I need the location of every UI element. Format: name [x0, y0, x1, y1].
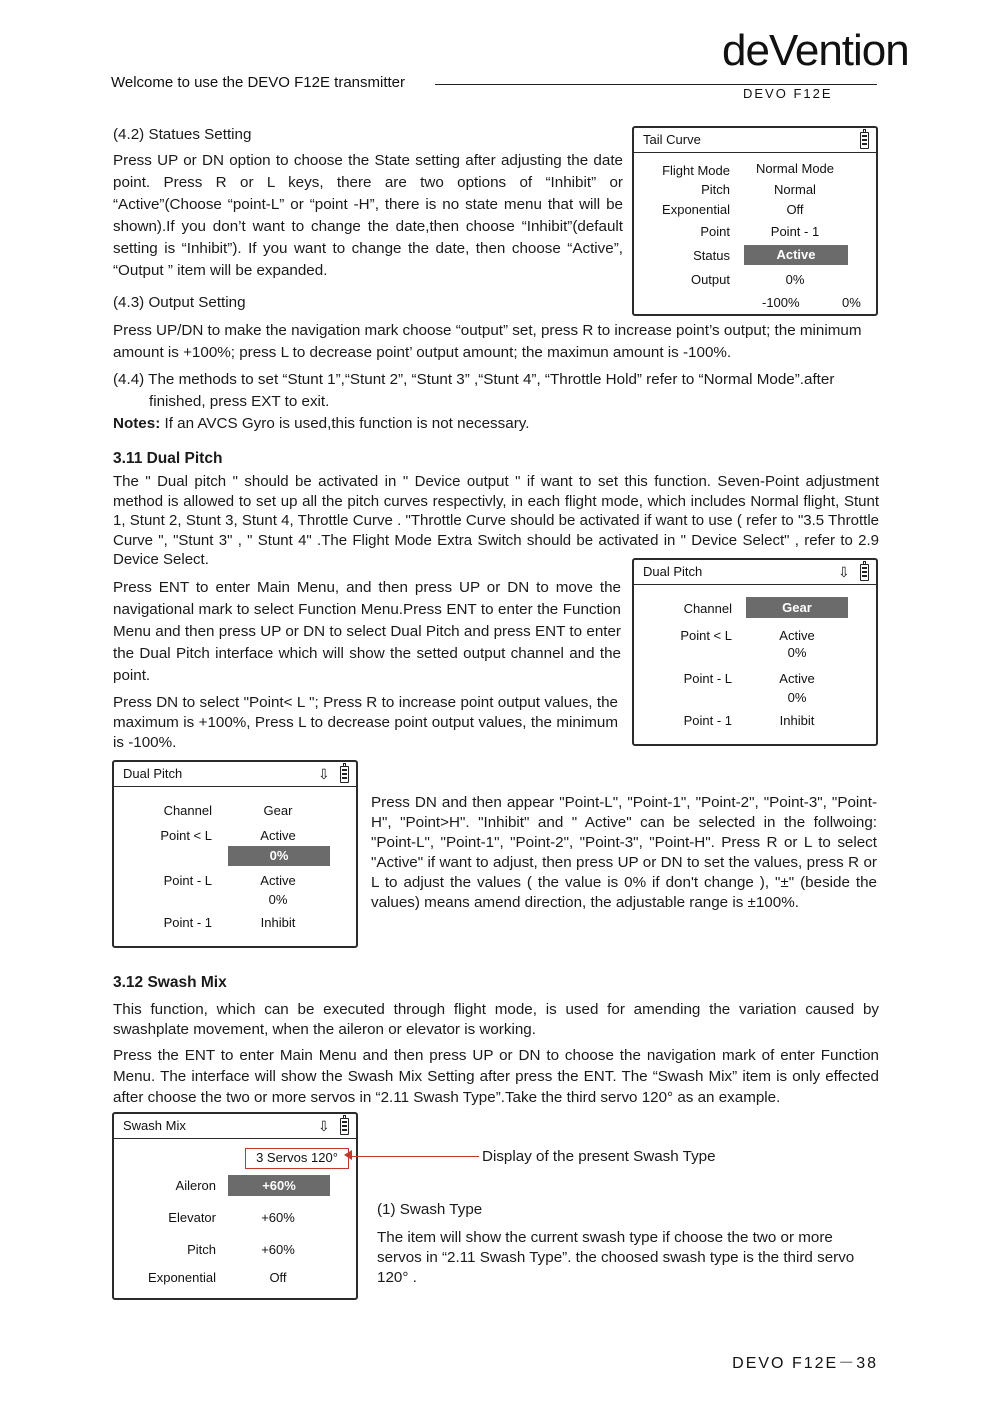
s312-title: 3.12 Swash Mix: [113, 974, 227, 991]
aileron-value-highlight[interactable]: +60%: [228, 1175, 330, 1196]
lcd-swash-mix: [112, 1112, 358, 1300]
s42-title: (4.2) Statues Setting: [113, 126, 252, 143]
brand-logo-sub: DEVO F12E: [743, 86, 833, 101]
point-1-label: Point - 1: [163, 915, 212, 930]
s43-title: (4.3) Output Setting: [113, 294, 246, 311]
exponential-value: Off: [786, 202, 804, 217]
channel-value: Gear: [263, 803, 293, 818]
point-l-value: Active: [779, 671, 815, 686]
notes: [113, 413, 529, 435]
down-arrow-icon: ⇩: [838, 564, 850, 580]
notes-text: If an AVCS Gyro is used,this function is not necessary.: [160, 415, 530, 432]
lcd-dual-pitch-left: [112, 760, 358, 948]
elevator-value: +60%: [261, 1210, 295, 1225]
s311-title: 3.11 Dual Pitch: [113, 450, 223, 467]
lcd-tail-curve: [632, 126, 878, 316]
down-arrow-icon: ⇩: [318, 766, 330, 782]
lcd-title: Dual Pitch: [643, 564, 703, 579]
header-rule: [435, 84, 877, 85]
point-l-label: Point - L: [683, 671, 732, 686]
point-label: Point: [700, 224, 730, 239]
s311-p2: Press ENT to enter Main Menu, and then press UP or DN to move the navigational mark to select Function Menu.Press ENT to enter the Function Menu and then press UP or DN to select Dual Pitch and press ENT to enter the Dual Pitch interface which will show the setted output channel and the point.: [113, 579, 621, 684]
channel-value-highlight[interactable]: Gear: [746, 597, 848, 618]
point-lt-l-value: Active: [260, 828, 296, 843]
lcd-title-bar: [114, 1114, 356, 1139]
channel-label: Channel: [683, 601, 732, 616]
pitch-value: Normal: [774, 182, 816, 197]
point-l-percent: 0%: [787, 690, 807, 705]
point-lt-l-label: Point < L: [680, 628, 732, 643]
brand-logo: deVention: [722, 26, 909, 75]
flight-mode-label: Flight Mode: [662, 163, 730, 178]
exponential-label: Exponential: [148, 1270, 216, 1285]
output-max: 0%: [842, 295, 861, 310]
status-label: Status: [693, 248, 730, 263]
lcd-title-bar: [634, 128, 876, 153]
down-arrow-icon: ⇩: [318, 1118, 330, 1134]
lcd-title: Swash Mix: [123, 1118, 186, 1133]
pitch-value: +60%: [261, 1242, 295, 1257]
point-lt-l-value: Active: [779, 628, 815, 643]
s311-p3: Press DN to select "Point< L "; Press R to increase point output values, the maximum is +100%, Press L to decrease point output values, the minimum is -100%.: [113, 694, 618, 751]
channel-label: Channel: [163, 803, 212, 818]
point-l-percent: 0%: [268, 892, 288, 907]
lcd-dual-pitch-right: [632, 558, 878, 746]
elevator-label: Elevator: [168, 1210, 216, 1225]
swash-type-callout-label: Display of the present Swash Type: [482, 1148, 716, 1165]
battery-icon: [340, 766, 349, 783]
s43-body: Press UP/DN to make the navigation mark choose “output” set, press R to increase point’s output; the minimum amount is +100%; press L to decrease point’ output amount; the maximun amount is -100%.: [113, 322, 862, 361]
point-value: Point - 1: [770, 224, 820, 239]
aileron-label: Aileron: [175, 1178, 216, 1193]
notes-label: Notes:: [113, 415, 161, 432]
swash-type-title: (1) Swash Type: [377, 1201, 483, 1218]
point-1-value: Inhibit: [260, 915, 296, 930]
point-1-label: Point - 1: [683, 713, 732, 728]
output-value: 0%: [785, 272, 805, 287]
output-label: Output: [690, 272, 730, 287]
lcd-title: Dual Pitch: [123, 766, 183, 781]
flight-mode-value: Normal Mode: [755, 161, 835, 176]
point-l-value: Active: [260, 873, 296, 888]
battery-icon: [860, 564, 869, 581]
callout-arrow-icon: [344, 1150, 352, 1160]
lcd-title-bar: [634, 560, 876, 585]
point-lt-l-percent-highlight[interactable]: 0%: [228, 846, 330, 866]
pitch-label: Pitch: [187, 1242, 216, 1257]
header-welcome: Welcome to use the DEVO F12E transmitter: [111, 74, 406, 91]
lcd-title-bar: [114, 762, 356, 787]
page-footer: DEVO F12E－38: [732, 1355, 878, 1372]
point-lt-l-percent: 0%: [787, 645, 807, 660]
s42-body: Press UP or DN option to choose the State setting after adjusting the date point. Press R or L keys, there are two options of “Inhibit” or “Active”(Choose “point-L” or “point -H”, there is no state menu that will be shown).If you don’t want to change the date,then choose “Inhibit”(default setting is “Inhibit”). If you want to change the date, then choose “Active”, “Output ” item will be expanded.: [113, 152, 623, 279]
s311-p1: The " Dual pitch " should be activated in " Device output " if want to set this function. Seven-Point adjustment method is allowed to set up all the pitch curves respectivly, in each flight mode, which includes Normal flight, Stunt 1, Stunt 2, Stunt 3, Stunt 4, Throttle Curve . "Throttle Curve should be activated if want to use ( refer to "3.5 Throttle Curve ", "Stunt 3" , " Stunt 4" .The Flight Mode Extra Switch should be activated in " Device Select" , refer to 2.9 Device Select.: [113, 473, 879, 568]
s312-p2: Press the ENT to enter Main Menu and then press UP or DN to choose the navigation mark of enter Function Menu. The interface will show the Swash Mix Setting after press the ENT. The “Swash Mix” item is only effected after choose the two or more servos in “2.11 Swash Type”.Take the third servo 120° as an example.: [113, 1047, 879, 1106]
exponential-label: Exponential: [662, 202, 730, 217]
exponential-value: Off: [269, 1270, 287, 1285]
point-l-label: Point - L: [163, 873, 212, 888]
s44-body: (4.4) The methods to set “Stunt 1”,“Stunt 2”, “Stunt 3” ,“Stunt 4”, “Throttle Hold” refer to “Normal Mode”.after finished, press EXT to exit.: [113, 371, 835, 410]
point-1-value: Inhibit: [779, 713, 815, 728]
status-value-highlight[interactable]: Active: [744, 245, 848, 265]
swash-type-callout-line: [349, 1156, 479, 1157]
battery-icon: [860, 132, 869, 149]
s312-p1: This function, which can be executed through flight mode, is used for amending the variation caused by swashplate movement, when the aileron or elevator is working.: [113, 1001, 879, 1038]
point-lt-l-label: Point < L: [160, 828, 212, 843]
output-min: -100%: [762, 295, 800, 310]
pitch-label: Pitch: [701, 182, 730, 197]
lcd-title: Tail Curve: [643, 132, 701, 147]
swash-type-body: The item will show the current swash type if choose the two or more servos in “2.11 Swash Type”. the choosed swash type is the third servo 120° .: [377, 1229, 855, 1286]
s311-p4: Press DN and then appear "Point-L", "Point-1", "Point-2", "Point-3", "Point-H", "Point>H". "Inhibit" and " Active" can be selected in the follwoing: "Point-L", "Point-1", "Point-2", "Point-3", "Point-H". Press R or L to select "Active" if want to adjust, then press UP or DN to set the values, press R or L to adjust the values ( the value is 0% if don't change ), "±" (beside the values) means amend direction, the adjustable range is ±100%.: [371, 794, 877, 911]
battery-icon: [340, 1118, 349, 1135]
swash-type-value: 3 Servos 120°: [256, 1150, 338, 1165]
